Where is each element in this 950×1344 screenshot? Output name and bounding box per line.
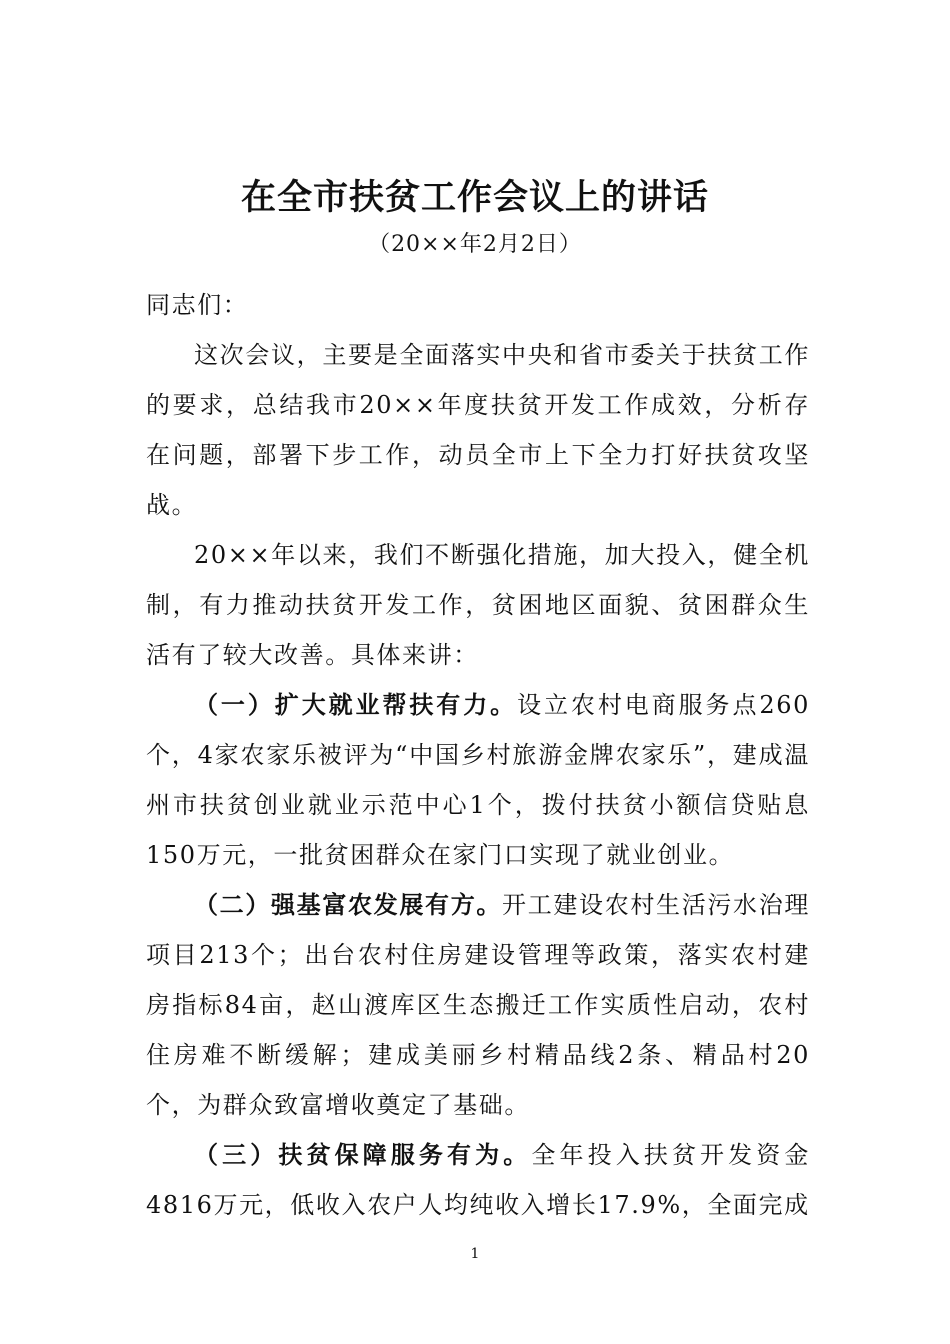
paragraph-text: 全年投入扶贫开发资金4816万元，低收入农户人均纯收入增长17.9%，全面完成 — [146, 1141, 811, 1219]
salutation: 同志们： — [146, 291, 249, 319]
paragraph-text: 20××年以来，我们不断强化措施，加大投入，健全机制，有力推动扶贫开发工作，贫困地区面貌、贫困群众生活有了较大改善。具体来讲： — [146, 541, 810, 669]
document-title: 在全市扶贫工作会议上的讲话 — [240, 177, 709, 218]
paragraph-employment — [146, 680, 810, 880]
page-number: 1 — [470, 1246, 480, 1262]
paragraph-text: 开工建设农村生活污水治理项目213个；出台农村住房建设管理等政策，落实农村建房指标84亩，赵山渡库区生态搬迁工作实质性启动，农村住房难不断缓解；建成美丽乡村精品线2条、精品村20个，为群众致富增收奠定了基础。 — [146, 891, 810, 1119]
paragraph-rural-development — [146, 880, 810, 1130]
document-body — [146, 280, 810, 1230]
paragraph-intro — [146, 330, 810, 530]
paragraph-heading: （二）强基富农发展有方。 — [194, 890, 503, 919]
paragraph-heading: （三）扶贫保障服务有为。 — [194, 1140, 532, 1169]
paragraph-achievements-overview — [146, 530, 810, 680]
paragraph-text: 设立农村电商服务点260个，4家农家乐被评为“中国乡村旅游金牌农家乐”，建成温州市扶贫创业就业示范中心1个，拨付扶贫小额信贷贴息150万元，一批贫困群众在家门口实现了就业创业。 — [146, 691, 810, 869]
paragraph-text: 这次会议，主要是全面落实中央和省市委关于扶贫工作的要求，总结我市20××年度扶贫开发工作成效，分析存在问题，部署下步工作，动员全市上下全力打好扶贫攻坚战。 — [146, 341, 810, 519]
speech-date: （20××年2月2日） — [368, 232, 582, 257]
paragraph-poverty-services — [146, 1130, 810, 1230]
paragraph-heading: （一）扩大就业帮扶有力。 — [194, 690, 518, 719]
